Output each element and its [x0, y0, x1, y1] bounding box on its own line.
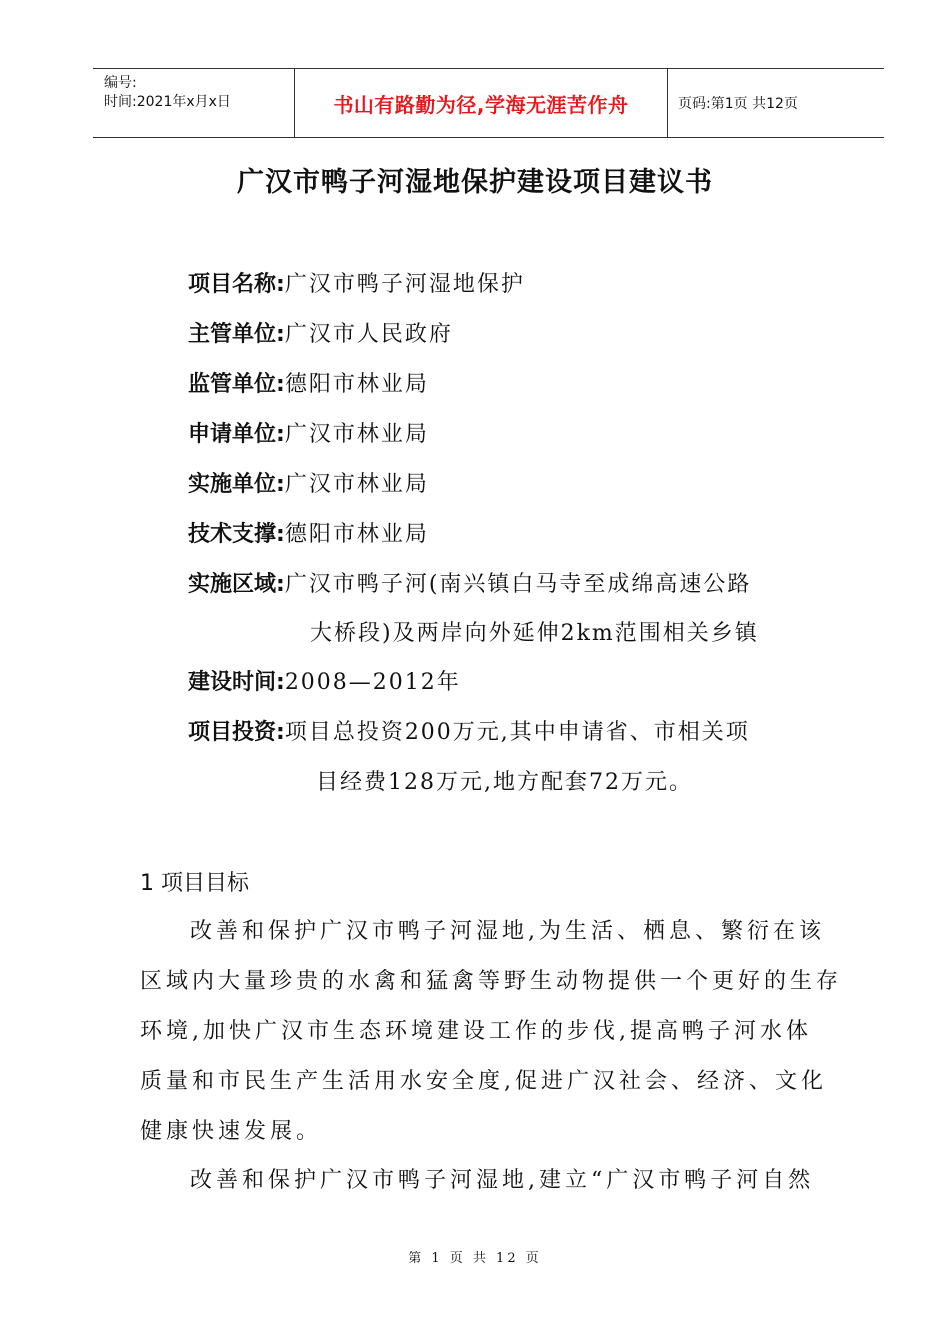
info-row-area: [188, 570, 751, 600]
info-value: 广汉市鸭子河(南兴镇白马寺至成绵高速公路: [284, 572, 752, 597]
header-meta-cell: [93, 69, 295, 137]
serial-label: 编号:: [104, 75, 137, 91]
info-row-tech-support: [188, 520, 429, 550]
info-key: 实施单位:: [188, 472, 285, 497]
info-row-investment: [188, 718, 750, 748]
info-row-implementer: [188, 470, 429, 500]
info-key: 项目投资:: [188, 720, 285, 745]
paragraph-line: 区域内大量珍贵的水禽和猛禽等野生动物提供一个更好的生存: [140, 969, 843, 994]
page-footer: 第 1 页 共 12 页: [408, 1251, 542, 1266]
header-page-info: 页码:第1页 共12页: [678, 96, 798, 112]
info-value: 广汉市林业局: [284, 422, 429, 447]
paragraph-line: 健康快速发展。: [140, 1119, 323, 1144]
paragraph-line: 改善和保护广汉市鸭子河湿地,建立“广汉市鸭子河自然: [190, 1168, 815, 1193]
motto-text: 书山有路勤为径,学海无涯苦作舟: [333, 92, 629, 117]
info-row-applicant: [188, 420, 429, 450]
paragraph-2: [140, 1166, 840, 1216]
paragraph-1: [140, 917, 843, 1167]
info-value: 广汉市人民政府: [284, 322, 453, 347]
paragraph-line: 改善和保护广汉市鸭子河湿地,为生活、栖息、繁衍在该: [190, 919, 825, 944]
paragraph-line: 环境,加快广汉市生态环境建设工作的步伐,提高鸭子河水体: [140, 1019, 812, 1044]
info-row-period: [188, 668, 461, 698]
info-key: 技术支撑:: [188, 522, 285, 547]
info-value: 广汉市林业局: [284, 472, 429, 497]
info-value: 德阳市林业局: [284, 522, 429, 547]
info-key: 实施区域:: [188, 572, 285, 597]
header-motto-cell: [295, 69, 668, 137]
info-value: 广汉市鸭子河湿地保护: [284, 272, 525, 297]
info-key: 申请单位:: [188, 422, 285, 447]
info-row-monitor: [188, 370, 429, 400]
info-investment-continuation: 目经费128万元,地方配套72万元。: [316, 770, 693, 795]
info-key: 项目名称:: [188, 272, 285, 297]
time-label: 时间:2021年x月x日: [104, 94, 231, 110]
paragraph-line: 质量和市民生产生活用水安全度,促进广汉社会、经济、文化: [140, 1069, 827, 1094]
info-value: 德阳市林业局: [284, 372, 429, 397]
section-heading: 1 项目目标: [140, 871, 249, 896]
info-key: 主管单位:: [188, 322, 285, 347]
info-value: 项目总投资200万元,其中申请省、市相关项: [284, 720, 750, 745]
document-title: 广汉市鸭子河湿地保护建设项目建议书: [237, 167, 713, 198]
page-header: [93, 68, 884, 138]
info-row-project-name: [188, 270, 525, 300]
info-area-continuation: 大桥段)及两岸向外延伸2km范围相关乡镇: [310, 621, 759, 646]
info-key: 建设时间:: [188, 670, 285, 695]
info-key: 监管单位:: [188, 372, 285, 397]
info-value: 2008—2012年: [284, 670, 461, 695]
info-row-supervisor: [188, 320, 453, 350]
